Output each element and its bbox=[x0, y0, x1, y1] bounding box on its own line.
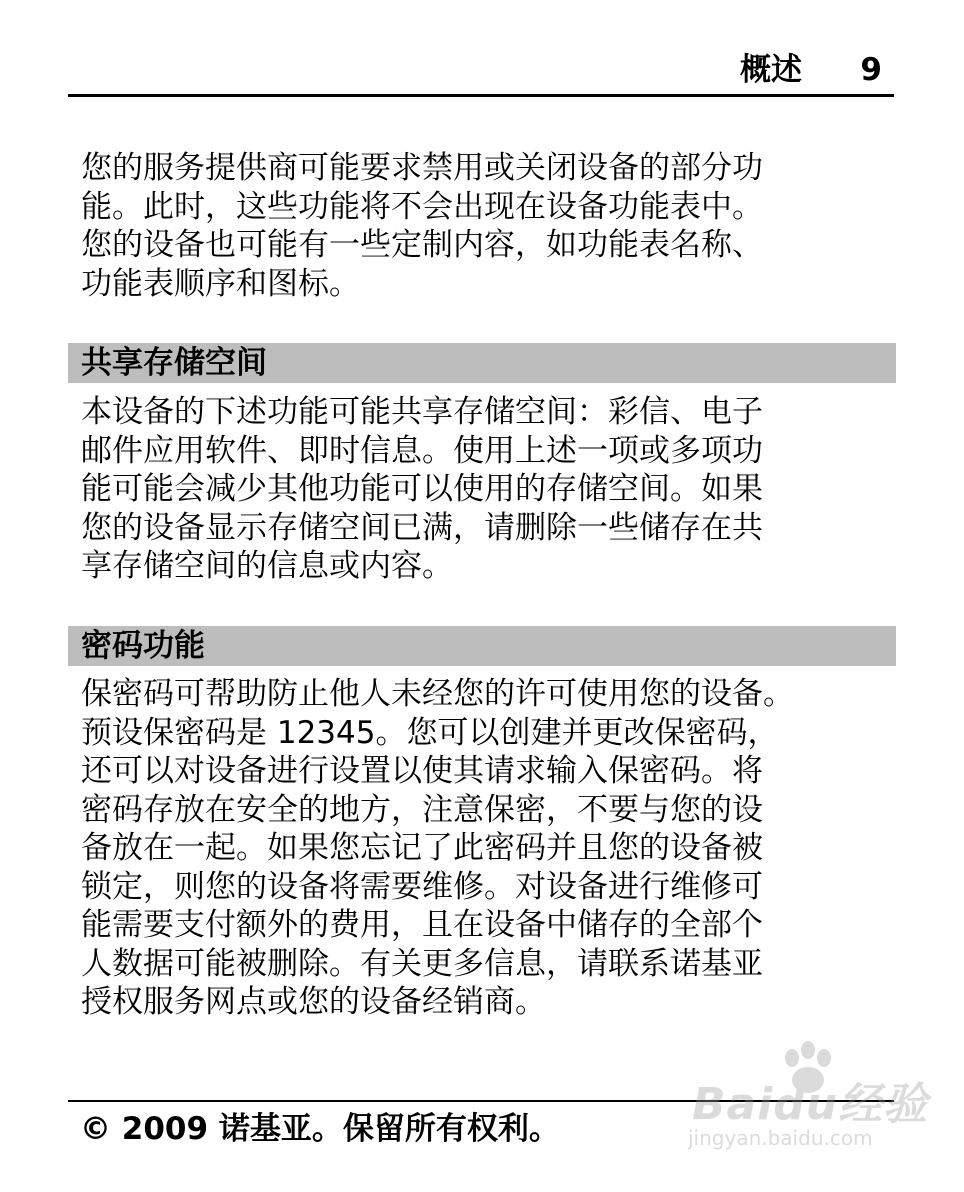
text-line: 保密码可帮助防止他人未经您的许可使用您的设备。 bbox=[81, 676, 794, 712]
text-line: 您的设备显示存储空间已满，请删除一些储存在共 bbox=[81, 509, 763, 546]
text-line: 人数据可能被删除。有关更多信息，请联系诺基亚 bbox=[81, 945, 763, 982]
text-line: 能需要支付额外的费用，且在设备中储存的全部个 bbox=[81, 907, 763, 943]
shared-storage-paragraph bbox=[81, 393, 901, 586]
text-line: 还可以对设备进行设置以使其请求输入保密码。将 bbox=[81, 753, 763, 789]
intro-paragraph bbox=[81, 149, 901, 303]
security-code-paragraph bbox=[81, 675, 901, 1022]
section-heading-shared-storage bbox=[68, 343, 896, 383]
page-number: 9 bbox=[860, 52, 882, 88]
text-line: 邮件应用软件、即时信息。使用上述一项或多项功 bbox=[81, 432, 763, 469]
section-heading-security-code bbox=[68, 626, 896, 666]
text-line: 享存储空间的信息或内容。 bbox=[81, 548, 453, 584]
text-line: 密码存放在安全的地方，注意保密，不要与您的设 bbox=[81, 791, 763, 828]
text-line: 锁定，则您的设备将需要维修。对设备进行维修可 bbox=[81, 868, 763, 905]
text-line: 备放在一起。如果您忘记了此密码并且您的设备被 bbox=[81, 830, 763, 866]
section-heading-text: 密码功能 bbox=[81, 628, 205, 664]
text-line: 功能表顺序和图标。 bbox=[81, 265, 360, 302]
text-line: 能。此时，这些功能将不会出现在设备功能表中。 bbox=[81, 188, 763, 225]
text-line: 您的设备也可能有一些定制内容，如功能表名称、 bbox=[81, 227, 763, 263]
text-line: 预设保密码是 12345。您可以创建并更改保密码， bbox=[81, 714, 779, 751]
page-header bbox=[68, 50, 894, 97]
chapter-title: 概述 bbox=[740, 52, 802, 88]
text-line: 您的服务提供商可能要求禁用或关闭设备的部分功 bbox=[81, 150, 763, 186]
text-line: 能可能会减少其他功能可以使用的存储空间。如果 bbox=[81, 471, 763, 507]
copyright-notice: © 2009 诺基亚。保留所有权利。 bbox=[80, 1111, 560, 1147]
watermark-logo: Baidu经验 bbox=[692, 1079, 929, 1130]
section-heading-text: 共享存储空间 bbox=[81, 345, 267, 381]
baidu-watermark bbox=[682, 1040, 929, 1160]
text-line: 授权服务网点或您的设备经销商。 bbox=[81, 984, 546, 1020]
text-line: 本设备的下述功能可能共享存储空间：彩信、电子 bbox=[81, 394, 763, 430]
watermark-url: jingyan.baidu.com bbox=[688, 1126, 873, 1150]
